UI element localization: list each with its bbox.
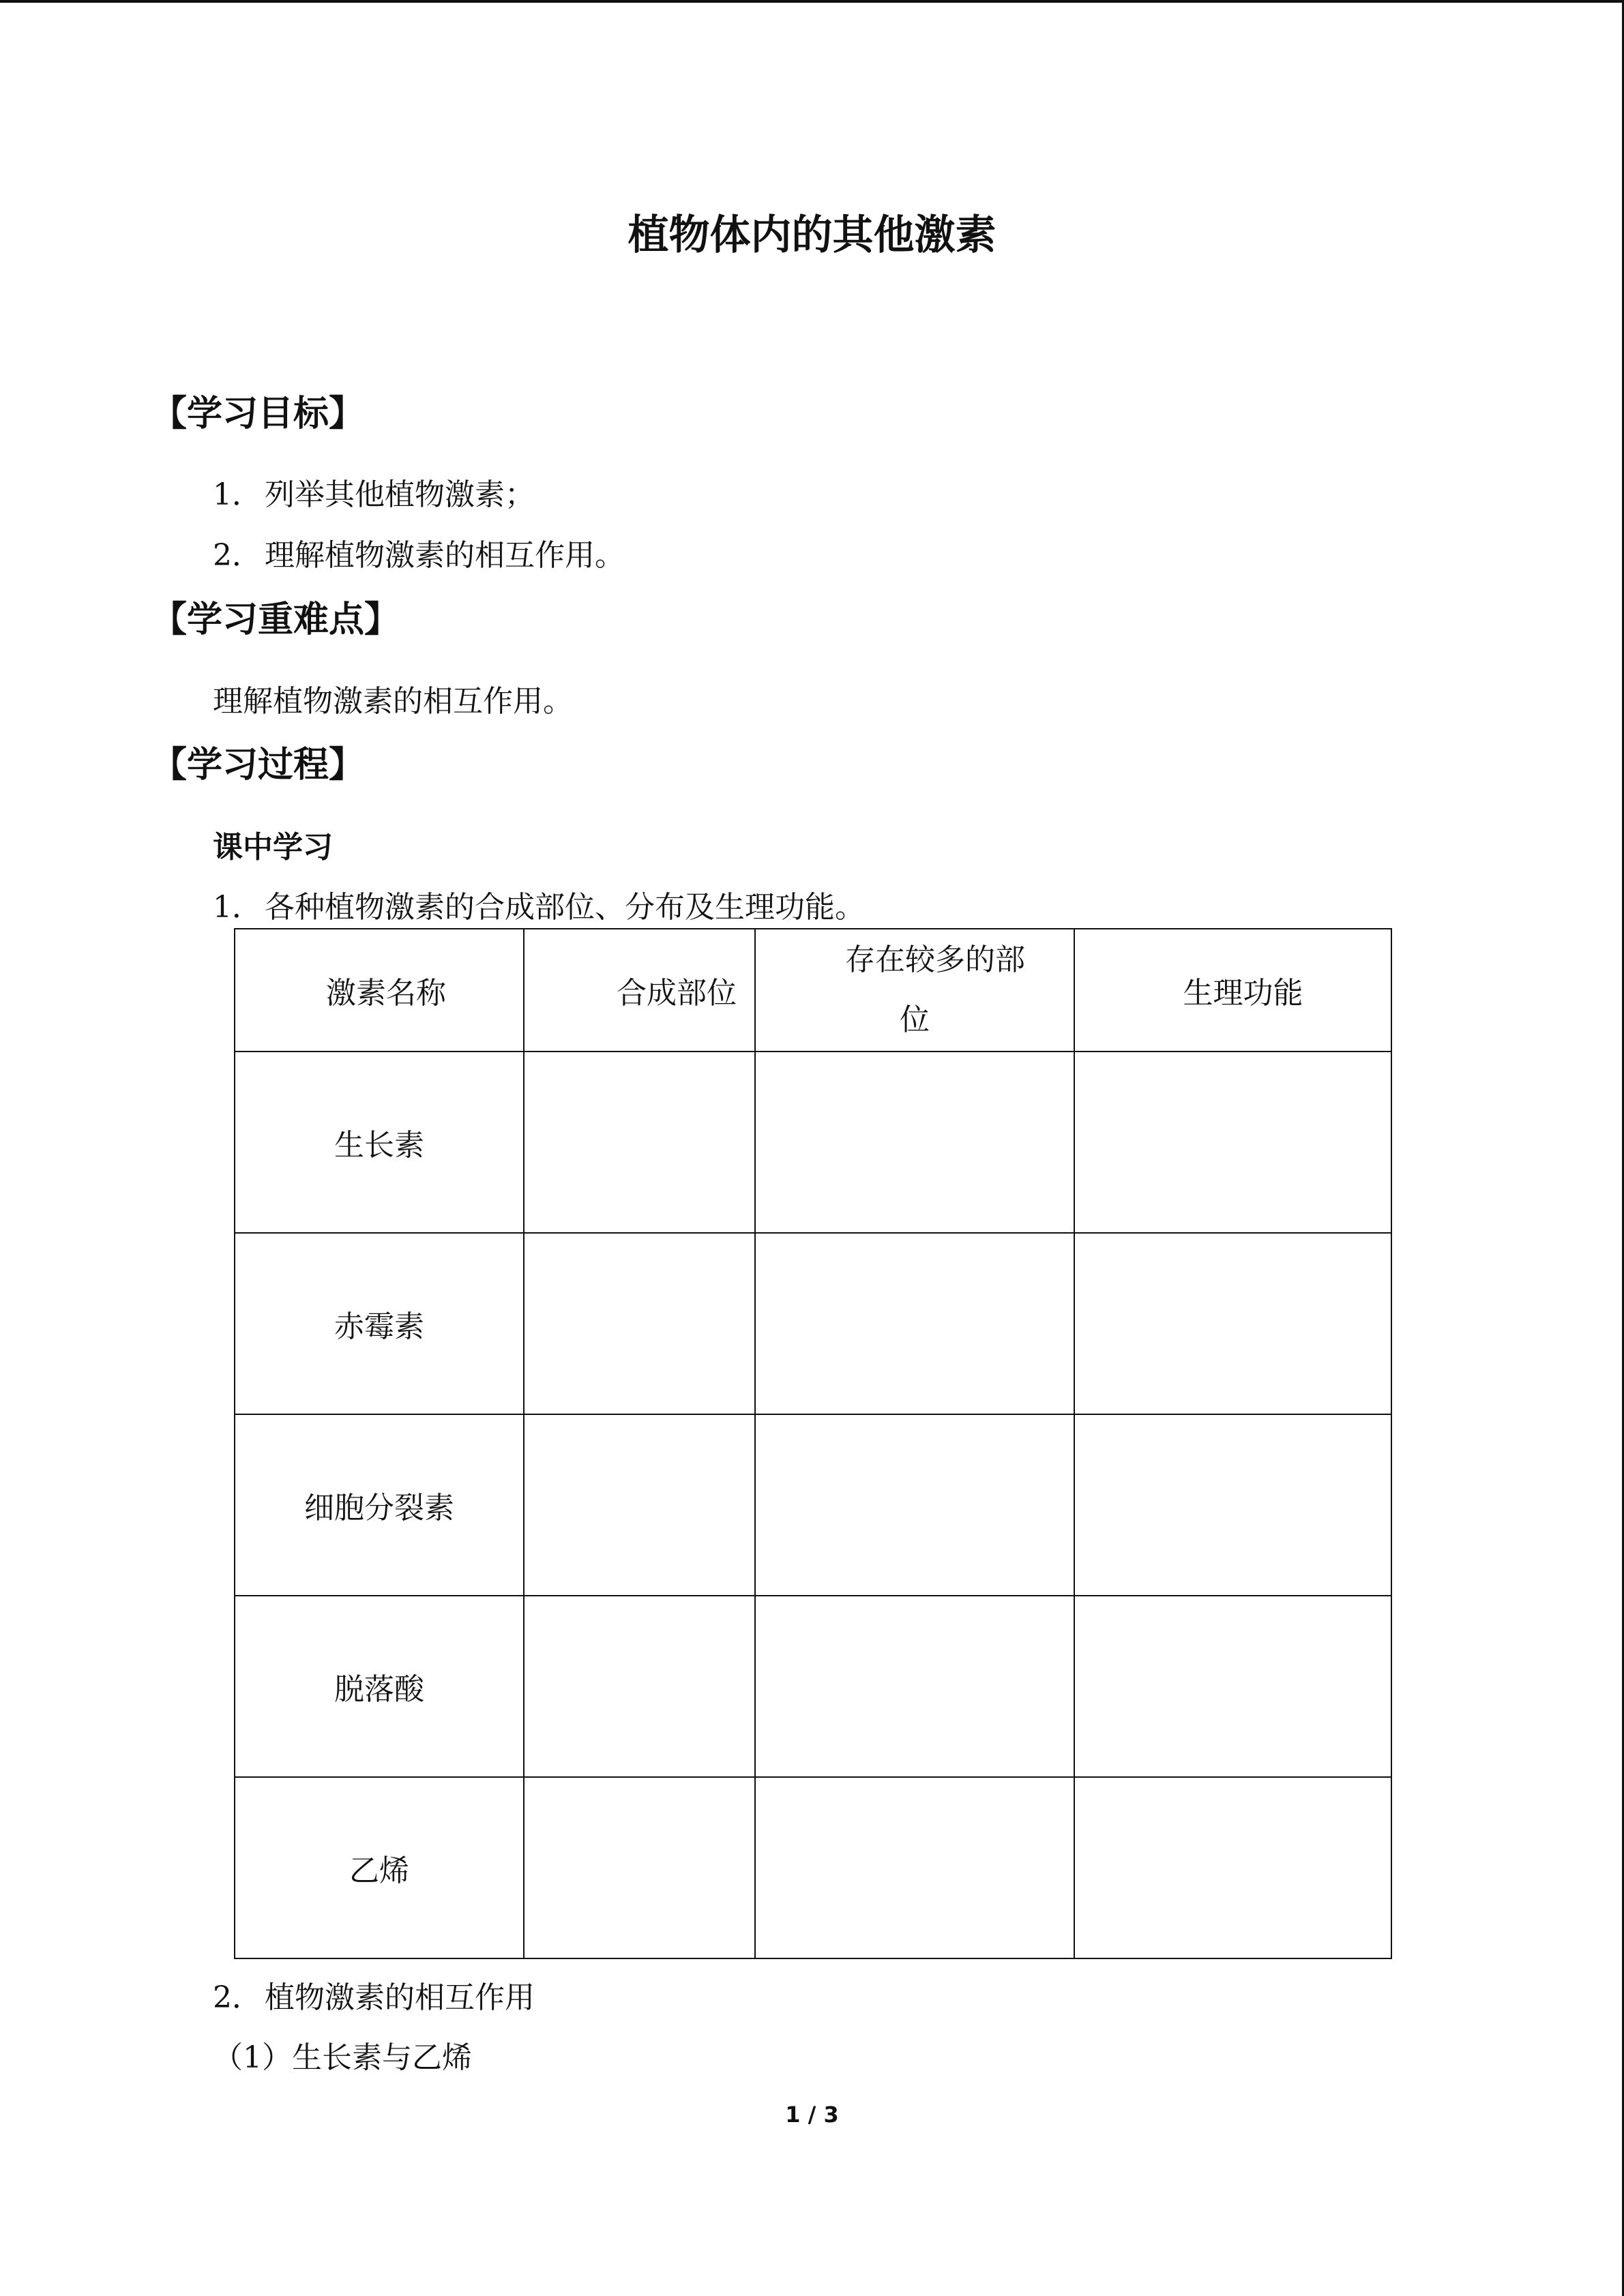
objective-item-1-number: 1． (213, 477, 262, 512)
blank-cell[interactable] (755, 1233, 1074, 1414)
process-heading: 【学习过程】 (151, 745, 365, 786)
blank-cell[interactable] (1074, 1052, 1391, 1233)
blank-cell[interactable] (524, 1233, 755, 1414)
key-points-heading: 【学习重难点】 (151, 599, 400, 640)
blank-cell[interactable] (1074, 1233, 1391, 1414)
process-item-1-text: 各种植物激素的合成部位、分布及生理功能。 (265, 890, 865, 925)
key-points-text: 理解植物激素的相互作用。 (213, 684, 573, 719)
header-main-location-line-1: 存在较多的部 (845, 942, 1025, 977)
objective-item-2-number: 2． (213, 538, 262, 573)
hormone-name-cell: 脱落酸 (235, 1596, 524, 1777)
page-title: 植物体内的其他激素 (628, 211, 996, 259)
hormone-name-cell: 生长素 (235, 1052, 524, 1233)
hormone-name-cell: 赤霉素 (235, 1233, 524, 1414)
top-border (0, 0, 1624, 3)
blank-cell[interactable] (524, 1052, 755, 1233)
hormone-name-cell: 乙烯 (235, 1777, 524, 1958)
table-row (235, 1233, 1391, 1414)
objectives-heading: 【学习目标】 (151, 393, 365, 434)
page-number: 1 / 3 (785, 2102, 839, 2128)
header-main-location-line-2: 位 (900, 1002, 930, 1037)
blank-cell[interactable] (755, 1777, 1074, 1958)
blank-cell[interactable] (755, 1052, 1074, 1233)
blank-cell[interactable] (1074, 1777, 1391, 1958)
in-class-subheading: 课中学习 (213, 830, 333, 865)
blank-cell[interactable] (1074, 1596, 1391, 1777)
objective-item-1 (213, 475, 535, 516)
blank-cell[interactable] (524, 1596, 755, 1777)
blank-cell[interactable] (524, 1777, 755, 1958)
objective-item-1-text: 列举其他植物激素； (265, 477, 535, 512)
objective-item-2-text: 理解植物激素的相互作用。 (265, 538, 625, 573)
process-item-1-number: 1． (213, 890, 262, 925)
table-row (235, 1414, 1391, 1596)
table-row (235, 1596, 1391, 1777)
header-hormone-name: 激素名称 (235, 929, 524, 1052)
objective-item-2 (213, 535, 625, 576)
header-main-location (755, 929, 1074, 1052)
process-item-2-number: 2． (213, 1980, 262, 2015)
hormone-name-cell: 细胞分裂素 (235, 1414, 524, 1596)
header-physiological-function: 生理功能 (1074, 929, 1391, 1052)
blank-cell[interactable] (755, 1414, 1074, 1596)
process-item-1 (213, 887, 865, 928)
blank-cell[interactable] (1074, 1414, 1391, 1596)
table-header-row (235, 929, 1391, 1052)
blank-cell[interactable] (755, 1596, 1074, 1777)
blank-cell[interactable] (524, 1414, 755, 1596)
hormone-table (234, 928, 1392, 1959)
sub-item-1: （1）生长素与乙烯 (213, 2040, 472, 2075)
process-item-2 (213, 1978, 535, 2018)
table-row (235, 1777, 1391, 1958)
header-synthesis-site: 合成部位 (524, 929, 755, 1052)
process-item-2-text: 植物激素的相互作用 (265, 1980, 535, 2015)
table-row (235, 1052, 1391, 1233)
